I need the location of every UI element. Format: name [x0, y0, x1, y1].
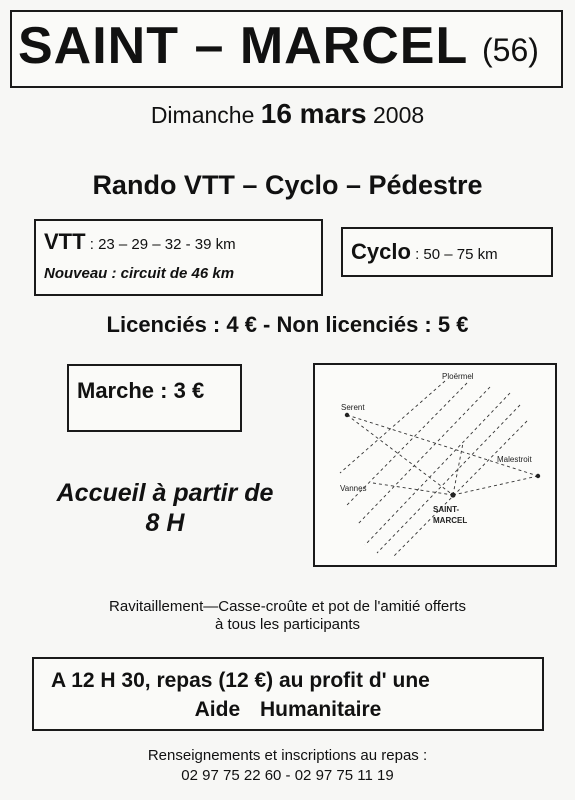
map-label-ploermel: Ploërmel	[442, 372, 474, 381]
event-title: Rando VTT – Cyclo – Pédestre	[92, 170, 483, 200]
map-label-saint-marcel-1: SAINT-	[433, 505, 460, 514]
marche-panel	[67, 364, 242, 432]
date-day-name: Dimanche	[150, 102, 255, 128]
entry-prices: Licenciés : 4 € - Non licenciés : 5 €	[106, 312, 469, 337]
cyclo-label: Cyclo	[351, 239, 411, 264]
meal-line-1: A 12 H 30, repas (12 €) au profit d' une	[51, 669, 430, 692]
map-label-serent: Serent	[341, 403, 365, 412]
map-routes	[340, 381, 538, 557]
date-day-month: 16 mars	[260, 98, 367, 129]
marche-line	[77, 378, 204, 404]
contact-info	[0, 746, 575, 786]
map-label-saint-marcel-2: MARCEL	[433, 516, 468, 525]
marche-price: : 3 €	[154, 378, 205, 403]
route-line	[377, 405, 520, 553]
page-title: SAINT – MARCEL	[18, 17, 469, 75]
map-label-malestroit: Malestroit	[497, 455, 532, 464]
map-drawing	[315, 365, 555, 565]
meal-line-2: Aide Humanitaire	[194, 698, 382, 721]
welcome-text	[20, 478, 310, 538]
marche-label: Marche	[77, 378, 155, 403]
cyclo-line	[351, 239, 498, 265]
town-dot-saint-marcel	[450, 492, 455, 497]
cyclo-distances: : 50 – 75 km	[410, 246, 498, 263]
supply-text	[0, 598, 575, 634]
route-line	[340, 381, 445, 473]
contact-line: Renseignements et inscriptions au repas :	[147, 747, 428, 764]
route-line	[453, 476, 538, 495]
date-year: 2008	[373, 102, 425, 128]
supply-line-2: à tous les participants	[214, 616, 361, 633]
vtt-distances-line	[44, 229, 236, 255]
contact-phones: 02 97 75 22 60 - 02 97 75 11 19	[181, 767, 394, 784]
route-line	[373, 483, 453, 495]
route-line	[347, 415, 453, 495]
vtt-panel	[34, 219, 323, 296]
vtt-new-circuit: Nouveau : circuit de 46 km	[44, 265, 235, 282]
vtt-distances: : 23 – 29 – 32 - 39 km	[85, 236, 236, 253]
vtt-label: VTT	[44, 229, 86, 254]
route-line	[347, 415, 538, 476]
welcome-line-1: Accueil à partir de	[56, 479, 274, 507]
department-number: (56)	[482, 32, 539, 68]
event-date	[0, 98, 575, 130]
supply-line-1: Ravitaillement—Casse-croûte et pot de l'amitié offerts	[109, 598, 466, 615]
town-dot-serent	[345, 413, 349, 417]
route-line	[393, 421, 527, 557]
meal-panel	[32, 657, 544, 731]
map-label-vannes: Vannes	[340, 484, 367, 493]
town-dot-malestroit	[536, 474, 540, 478]
route-map	[313, 363, 557, 567]
cyclo-panel	[341, 227, 553, 277]
welcome-line-2: 8 H	[145, 509, 185, 537]
